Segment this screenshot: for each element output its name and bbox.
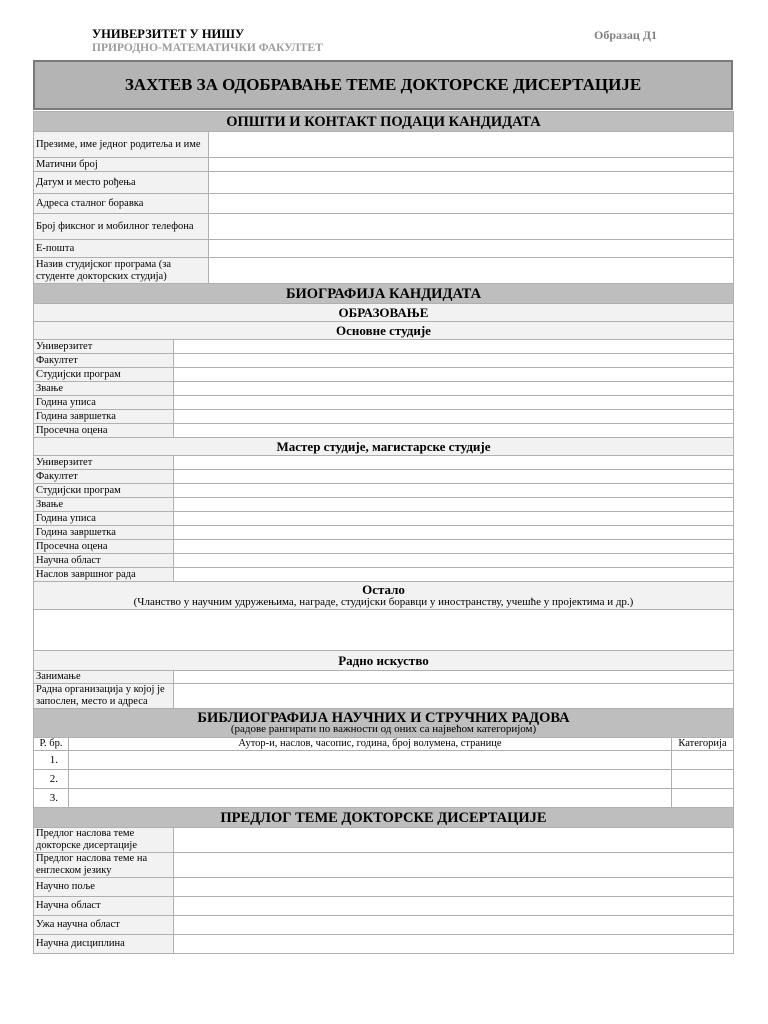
- field-label: Е-пошта: [34, 240, 209, 258]
- field-label: Универзитет: [34, 340, 174, 354]
- biblio-row-number: 1.: [34, 751, 69, 770]
- field-label: Факултет: [34, 354, 174, 368]
- section-proposal-heading: ПРЕДЛОГ ТЕМЕ ДОКТОРСКЕ ДИСЕРТАЦИЈЕ: [34, 808, 734, 828]
- field-label: Звање: [34, 382, 174, 396]
- other-hint: (Чланство у научним удружењима, награде, студијски боравци у иностранству, учешће у пројектима и др.): [133, 595, 634, 608]
- field-label: Научна дисциплина: [34, 935, 174, 954]
- col-description-header: Аутор-и, наслов, часопис, година, број волумена, странице: [69, 738, 672, 751]
- education-heading: ОБРАЗОВАЊЕ: [34, 304, 734, 322]
- field-label: Адреса сталног боравка: [34, 194, 209, 214]
- biblio-description-input[interactable]: [69, 751, 672, 770]
- field-label: Назив студијског програма (за студенте докторских студија): [34, 258, 209, 284]
- field-input[interactable]: [174, 853, 734, 878]
- col-category-header: Категорија: [671, 738, 733, 751]
- field-input[interactable]: [209, 194, 734, 214]
- field-label: Датум и место рођења: [34, 172, 209, 194]
- field-input[interactable]: [209, 240, 734, 258]
- field-input[interactable]: [174, 368, 734, 382]
- biblio-category-input[interactable]: [671, 751, 733, 770]
- field-label: Студијски програм: [34, 368, 174, 382]
- field-label: Универзитет: [34, 456, 174, 470]
- field-label: Научна област: [34, 554, 174, 568]
- biblio-description-input[interactable]: [69, 789, 672, 808]
- biblio-row-number: 3.: [34, 789, 69, 808]
- faculty-name: ПРИРОДНО-МАТЕМАТИЧКИ ФАКУЛТЕТ: [92, 42, 323, 54]
- field-input[interactable]: [174, 554, 734, 568]
- field-label: Просечна оцена: [34, 540, 174, 554]
- field-label: Година завршетка: [34, 410, 174, 424]
- field-label: Наслов завршног рада: [34, 568, 174, 582]
- field-input[interactable]: [174, 916, 734, 935]
- field-label: Ужа научна област: [34, 916, 174, 935]
- field-label: Научно поље: [34, 878, 174, 897]
- biblio-row: [34, 789, 734, 808]
- application-form: [33, 111, 734, 954]
- field-input[interactable]: [174, 526, 734, 540]
- field-label: Предлог наслова теме докторске дисертације: [34, 828, 174, 853]
- field-input[interactable]: [174, 498, 734, 512]
- field-label: Занимање: [34, 671, 174, 684]
- field-input[interactable]: [209, 132, 734, 158]
- field-input[interactable]: [174, 484, 734, 498]
- other-heading-title: Остало: [362, 581, 405, 597]
- biblio-row: [34, 751, 734, 770]
- form-code: Образац Д1: [594, 28, 657, 42]
- col-number-header: Р. бр.: [34, 738, 69, 751]
- field-label: Предлог наслова теме на енглеском језику: [34, 853, 174, 878]
- field-input[interactable]: [174, 878, 734, 897]
- work-experience-heading: Радно искуство: [34, 651, 734, 671]
- biblio-category-input[interactable]: [671, 789, 733, 808]
- field-label: Радна организација у којој је запослен, место и адреса: [34, 684, 174, 709]
- section-bio-heading: БИОГРАФИЈА КАНДИДАТА: [34, 284, 734, 304]
- biblio-hint: (радове рангирати по важности од оних са највећом категоријом): [230, 722, 537, 735]
- basic-studies-heading: Основне студије: [34, 322, 734, 340]
- field-input[interactable]: [209, 214, 734, 240]
- field-input[interactable]: [174, 424, 734, 438]
- field-label: Број фиксног и мобилног телефона: [34, 214, 209, 240]
- field-input[interactable]: [174, 828, 734, 853]
- section-biblio-heading: [34, 709, 734, 738]
- field-label: Матични број: [34, 158, 209, 172]
- field-input[interactable]: [209, 258, 734, 284]
- field-input[interactable]: [174, 340, 734, 354]
- university-name: УНИВЕРЗИТЕТ У НИШУ: [92, 27, 245, 41]
- field-input[interactable]: [174, 396, 734, 410]
- field-label: Просечна оцена: [34, 424, 174, 438]
- field-label: Година уписа: [34, 512, 174, 526]
- section-general-heading: ОПШТИ И КОНТАКТ ПОДАЦИ КАНДИДАТА: [34, 112, 734, 132]
- field-label: Научна област: [34, 897, 174, 916]
- field-input[interactable]: [174, 540, 734, 554]
- biblio-description-input[interactable]: [69, 770, 672, 789]
- field-label: Година завршетка: [34, 526, 174, 540]
- biblio-category-input[interactable]: [671, 770, 733, 789]
- master-studies-heading: Мастер студије, магистарске студије: [34, 438, 734, 456]
- field-label: Звање: [34, 498, 174, 512]
- field-input[interactable]: [174, 410, 734, 424]
- biblio-row: [34, 770, 734, 789]
- field-input[interactable]: [174, 684, 734, 709]
- other-heading: [34, 582, 734, 610]
- biblio-title: БИБЛИОГРАФИЈА НАУЧНИХ И СТРУЧНИХ РАДОВА: [197, 709, 570, 726]
- field-input[interactable]: [174, 568, 734, 582]
- field-input[interactable]: [174, 382, 734, 396]
- field-label: Година уписа: [34, 396, 174, 410]
- field-input[interactable]: [174, 897, 734, 916]
- field-input[interactable]: [174, 512, 734, 526]
- biblio-row-number: 2.: [34, 770, 69, 789]
- field-input[interactable]: [174, 456, 734, 470]
- field-label: Факултет: [34, 470, 174, 484]
- other-input[interactable]: [34, 610, 734, 651]
- field-input[interactable]: [174, 354, 734, 368]
- field-input[interactable]: [174, 470, 734, 484]
- field-input[interactable]: [209, 158, 734, 172]
- field-label: Презиме, име једног родитеља и име: [34, 132, 209, 158]
- field-label: Студијски програм: [34, 484, 174, 498]
- header: [92, 27, 323, 55]
- form-title: ЗАХТЕВ ЗА ОДОБРАВАЊЕ ТЕМЕ ДОКТОРСКЕ ДИСЕРТАЦИЈЕ: [33, 60, 733, 110]
- field-input[interactable]: [174, 935, 734, 954]
- field-input[interactable]: [174, 671, 734, 684]
- field-input[interactable]: [209, 172, 734, 194]
